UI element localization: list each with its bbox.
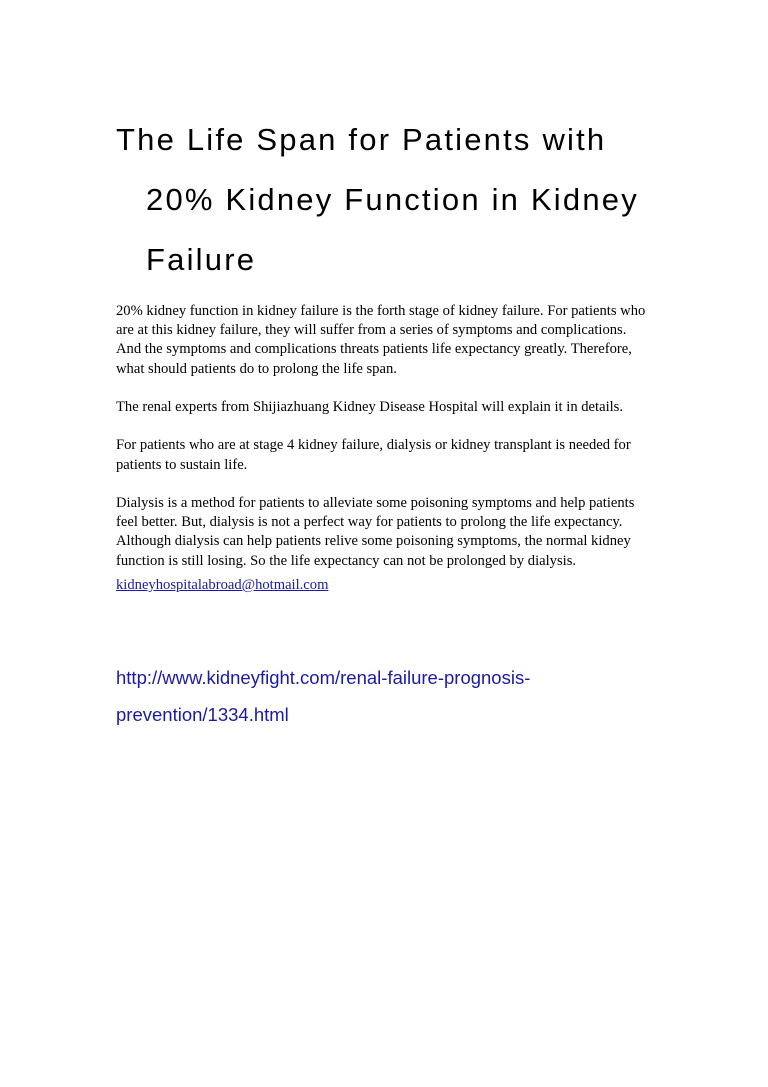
paragraph-intro: 20% kidney function in kidney failure is the forth stage of kidney failure. For patients who are at this kidney failure, they will suffer from a series of symptoms and complications. And the symptoms and complications threats patients life expectancy greatly. Therefore, what should patients do to prolong the life span. [116, 303, 646, 377]
source-url-link[interactable] [116, 659, 676, 733]
title-line: 20% Kidney Function in Kidney [146, 182, 639, 217]
article-body [116, 302, 654, 595]
title-line: The Life Span for Patients with [116, 122, 607, 157]
email-link[interactable]: kidneyhospitalabroad@hotmail.com [116, 576, 329, 593]
url-line: http://www.kidneyfight.com/renal-failure-prognosis- [116, 667, 531, 688]
url-line: prevention/1334.html [116, 704, 289, 725]
paragraph-experts: The renal experts from Shijiazhuang Kidney Disease Hospital will explain it in details. [116, 399, 624, 415]
title-line: Failure [146, 242, 257, 277]
paragraph-dialysis: Dialysis is a method for patients to alleviate some poisoning symptoms and help patients feel better. But, dialysis is not a perfect way for patients to prolong the life expectancy. Although dialysis can help patients relive some poisoning symptoms, the normal kidney function is still losing. So the life expectancy can not be prolonged by dialysis. [116, 494, 635, 569]
paragraph-stage4: For patients who are at stage 4 kidney failure, dialysis or kidney transplant is needed for patients to sustain life. [116, 437, 631, 473]
page-title [116, 110, 676, 290]
